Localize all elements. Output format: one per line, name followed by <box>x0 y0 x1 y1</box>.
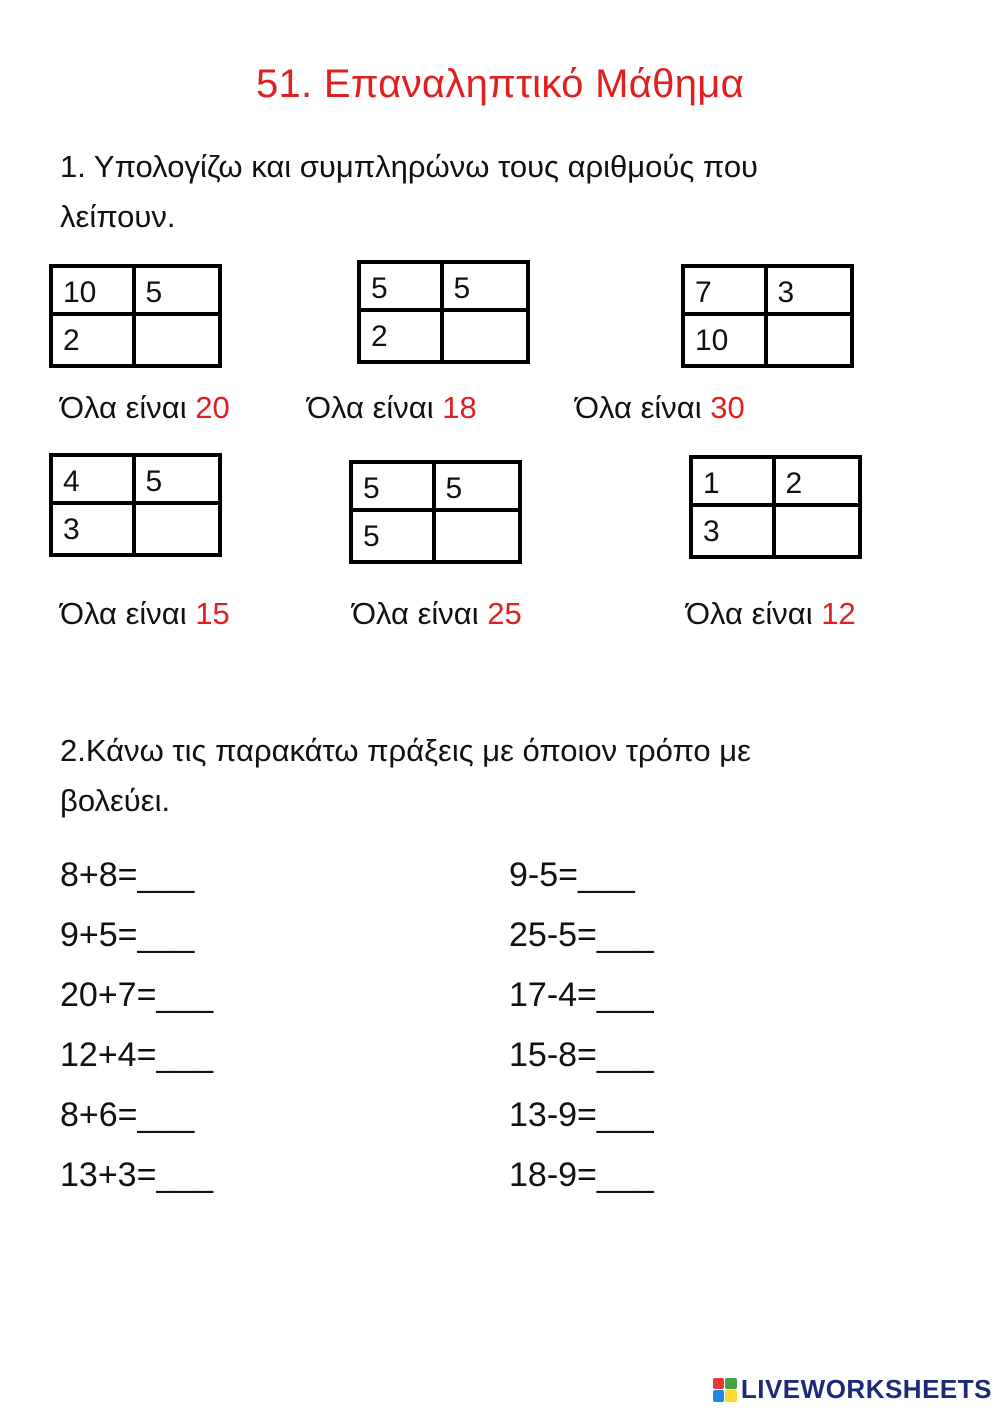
puzzle-grid-2 <box>357 260 530 364</box>
answer-cell[interactable] <box>136 316 219 364</box>
given-number-cell: 3 <box>693 507 776 555</box>
puzzle-total-3 <box>575 390 745 426</box>
equation-expression: 8+6= <box>60 1096 138 1134</box>
puzzle-grid-1 <box>49 264 222 368</box>
puzzle-total-5 <box>352 596 522 632</box>
given-number-cell: 7 <box>685 268 768 316</box>
equation-right-5 <box>509 1096 654 1135</box>
puzzle-grid-6 <box>689 455 862 559</box>
answer-cell[interactable] <box>444 312 527 360</box>
exercise2-prompt-line2: βολεύει. <box>60 783 171 818</box>
answer-blank[interactable]: ___ <box>596 916 654 954</box>
answer-cell[interactable] <box>776 507 859 555</box>
equation-expression: 20+7= <box>60 976 157 1014</box>
equation-expression: 18-9= <box>509 1156 597 1194</box>
equation-right-1 <box>509 856 635 895</box>
logo-square-1 <box>713 1378 725 1390</box>
equation-left-1 <box>60 856 194 895</box>
total-prefix: Όλα είναι <box>352 596 479 631</box>
equation-right-4 <box>509 1036 654 1075</box>
brand-name: LIVEWORKSHEETS <box>740 1374 992 1404</box>
total-value: 20 <box>195 390 230 425</box>
equation-left-3 <box>60 976 213 1015</box>
puzzle-grid-3 <box>681 264 854 368</box>
total-value: 18 <box>442 390 477 425</box>
equation-left-4 <box>60 1036 213 1075</box>
equation-expression: 8+8= <box>60 856 138 894</box>
answer-blank[interactable]: ___ <box>137 916 195 954</box>
equation-expression: 13+3= <box>60 1156 157 1194</box>
given-number-cell: 5 <box>136 268 219 316</box>
answer-blank[interactable]: ___ <box>137 856 195 894</box>
equation-expression: 9+5= <box>60 916 138 954</box>
total-prefix: Όλα είναι <box>60 596 187 631</box>
given-number-cell: 5 <box>353 464 436 512</box>
total-value: 12 <box>821 596 856 631</box>
given-number-cell: 2 <box>776 459 859 507</box>
given-number-cell: 10 <box>685 316 768 364</box>
equation-expression: 12+4= <box>60 1036 157 1074</box>
exercise1-prompt-line1: 1. Υπολογίζω και συμπληρώνω τους αριθμούς που <box>60 149 759 184</box>
equation-left-2 <box>60 916 194 955</box>
given-number-cell: 2 <box>361 312 444 360</box>
answer-blank[interactable]: ___ <box>596 1036 654 1074</box>
puzzle-total-4 <box>60 596 230 632</box>
answer-cell[interactable] <box>136 505 219 553</box>
given-number-cell: 5 <box>361 264 444 312</box>
exercise1-prompt-line2: λείπουν. <box>60 199 176 234</box>
answer-cell[interactable] <box>436 512 519 560</box>
given-number-cell: 1 <box>693 459 776 507</box>
logo-square-4 <box>725 1390 737 1402</box>
equation-expression: 25-5= <box>509 916 597 954</box>
answer-blank[interactable]: ___ <box>137 1096 195 1134</box>
total-prefix: Όλα είναι <box>307 390 434 425</box>
equation-right-6 <box>509 1156 654 1195</box>
total-prefix: Όλα είναι <box>575 390 702 425</box>
page-title: 51. Επαναληπτικό Μάθημα <box>255 62 745 106</box>
answer-blank[interactable]: ___ <box>596 1156 654 1194</box>
given-number-cell: 5 <box>436 464 519 512</box>
equation-right-2 <box>509 916 654 955</box>
given-number-cell: 5 <box>444 264 527 312</box>
logo-square-3 <box>713 1390 725 1402</box>
answer-blank[interactable]: ___ <box>596 976 654 1014</box>
puzzle-total-6 <box>686 596 856 632</box>
answer-blank[interactable]: ___ <box>156 1036 214 1074</box>
total-value: 15 <box>195 596 230 631</box>
total-prefix: Όλα είναι <box>60 390 187 425</box>
answer-blank[interactable]: ___ <box>596 1096 654 1134</box>
given-number-cell: 4 <box>53 457 136 505</box>
puzzle-grid-5 <box>349 460 522 564</box>
puzzle-grid-4 <box>49 453 222 557</box>
puzzle-total-2 <box>307 390 477 426</box>
total-prefix: Όλα είναι <box>686 596 813 631</box>
exercise2-prompt <box>60 726 751 826</box>
answer-blank[interactable]: ___ <box>156 976 214 1014</box>
equation-left-6 <box>60 1156 213 1195</box>
liveworksheets-brand <box>713 1374 992 1405</box>
equation-expression: 9-5= <box>509 856 578 894</box>
given-number-cell: 3 <box>768 268 851 316</box>
answer-blank[interactable]: ___ <box>156 1156 214 1194</box>
equation-left-5 <box>60 1096 194 1135</box>
given-number-cell: 5 <box>353 512 436 560</box>
answer-cell[interactable] <box>768 316 851 364</box>
given-number-cell: 2 <box>53 316 136 364</box>
given-number-cell: 3 <box>53 505 136 553</box>
equation-expression: 17-4= <box>509 976 597 1014</box>
total-value: 25 <box>487 596 522 631</box>
equation-right-3 <box>509 976 654 1015</box>
equation-expression: 13-9= <box>509 1096 597 1134</box>
given-number-cell: 10 <box>53 268 136 316</box>
exercise1-prompt <box>60 142 758 242</box>
equation-expression: 15-8= <box>509 1036 597 1074</box>
puzzle-total-1 <box>60 390 230 426</box>
given-number-cell: 5 <box>136 457 219 505</box>
answer-blank[interactable]: ___ <box>578 856 635 894</box>
logo-square-2 <box>725 1378 737 1390</box>
total-value: 30 <box>710 390 745 425</box>
liveworksheets-logo-icon <box>713 1378 737 1402</box>
exercise2-prompt-line1: 2.Κάνω τις παρακάτω πράξεις με όποιον τρόπο με <box>60 733 751 768</box>
